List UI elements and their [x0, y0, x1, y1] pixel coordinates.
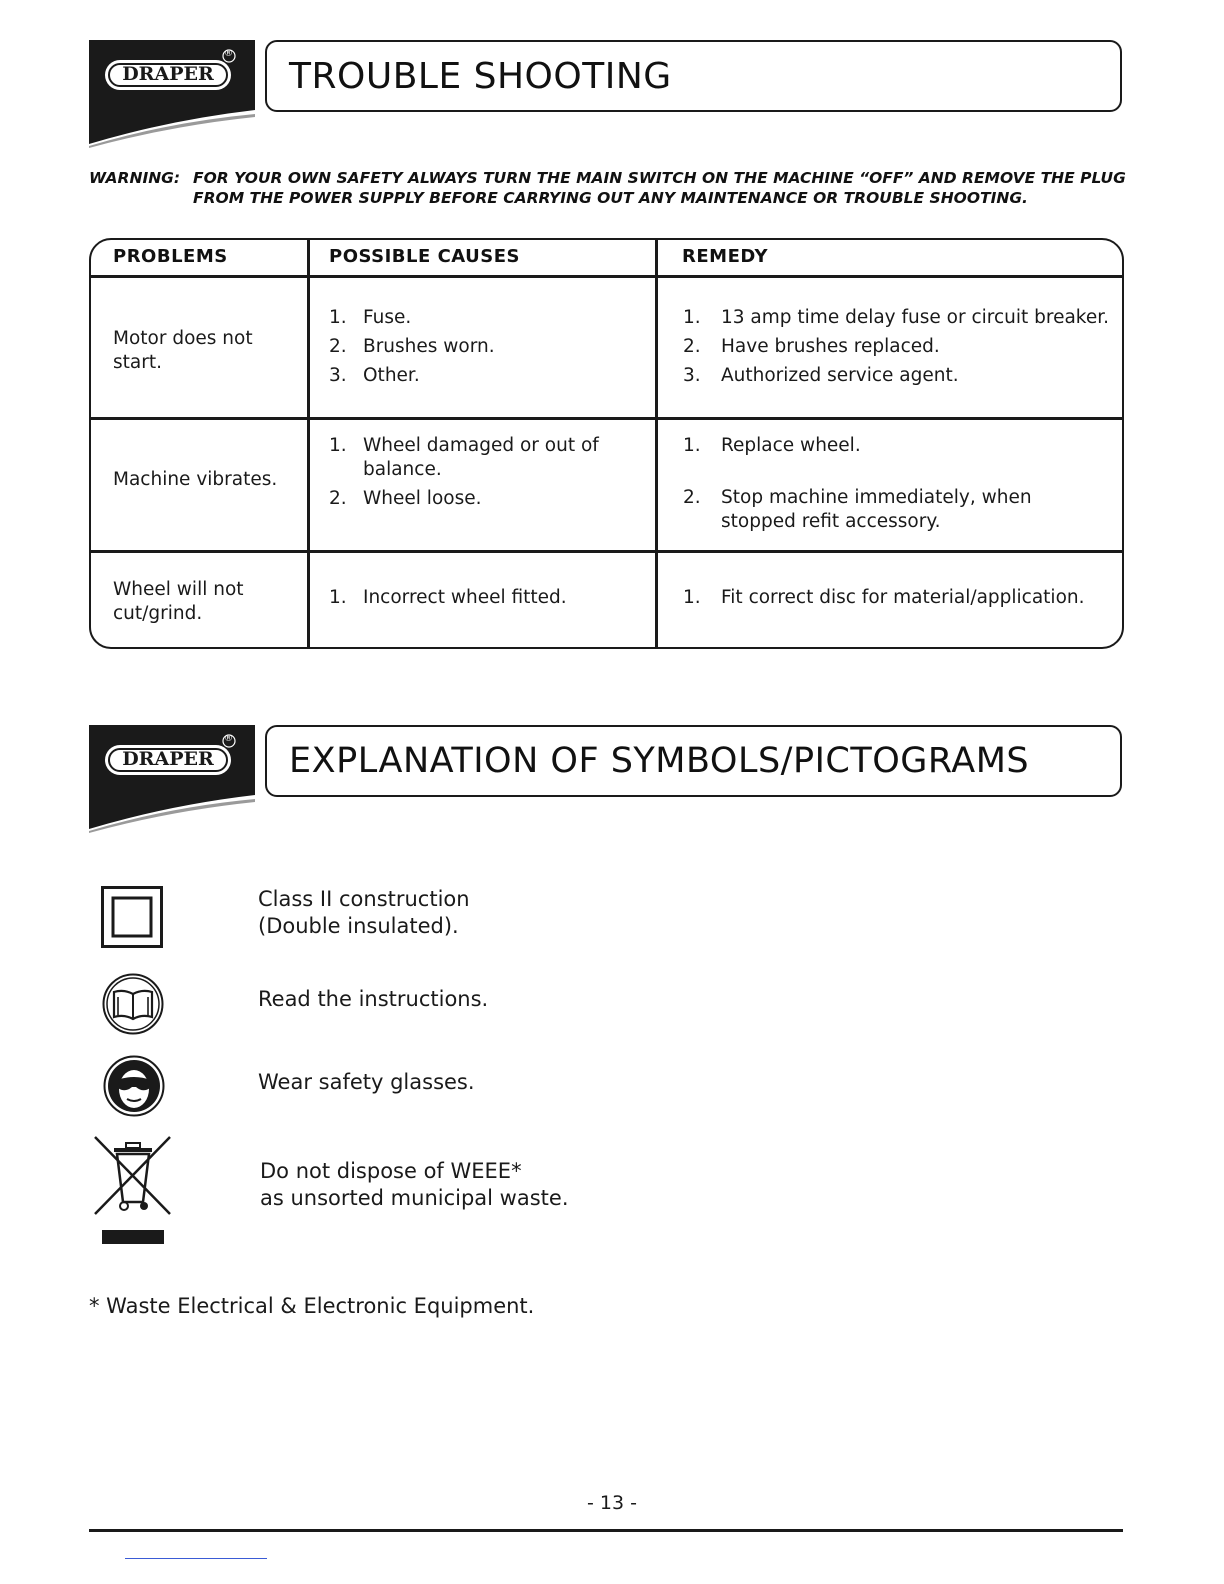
- list-item: 1. 13 amp time delay fuse or circuit breaker.: [683, 307, 1110, 328]
- symbol-description: Read the instructions.: [258, 987, 489, 1011]
- list-item: 3. Authorized service agent.: [683, 365, 959, 386]
- header-remedy: REMEDY: [682, 246, 769, 267]
- read-instructions-icon: [102, 973, 164, 1039]
- problem-cell: Wheel will not cut/grind.: [113, 579, 244, 624]
- list-item: 2. Wheel loose.: [329, 488, 482, 509]
- list-item: 1. Replace wheel.: [683, 435, 861, 456]
- section-title-box: [265, 40, 1122, 112]
- list-item: 3. Other.: [329, 365, 420, 386]
- safety-glasses-icon: [103, 1055, 165, 1121]
- registered-mark: ®: [224, 734, 233, 744]
- remedy-cell: [683, 434, 1083, 534]
- problem-cell: Machine vibrates.: [113, 469, 278, 490]
- draper-logo: [89, 40, 255, 148]
- section-title-box: [265, 725, 1122, 797]
- footer-link-line: [125, 1558, 267, 1559]
- list-item: 1. Fuse.: [329, 307, 412, 328]
- troubleshooting-table: [89, 238, 1124, 649]
- symbol-description: Do not dispose of WEEE* as unsorted municipal waste.: [260, 1159, 569, 1210]
- page-number: - 13 -: [587, 1492, 637, 1514]
- list-item: 1. Fit correct disc for material/application.: [683, 587, 1085, 608]
- header-problems: PROBLEMS: [113, 246, 228, 267]
- list-item: 2. Brushes worn.: [329, 336, 495, 357]
- warning-text: FOR YOUR OWN SAFETY ALWAYS TURN THE MAIN SWITCH ON THE MACHINE “OFF” AND REMOVE THE PLUG FROM THE POWER SUPPLY BEFORE CARRYING OUT ANY MAINTENANCE OR TROUBLE SHOOTING.: [193, 169, 1126, 207]
- logo-text: DRAPER: [122, 748, 214, 770]
- warning-notice: [89, 168, 1129, 208]
- header-possible-causes: POSSIBLE CAUSES: [329, 246, 520, 267]
- causes-cell: [329, 434, 619, 511]
- section-title: TROUBLE SHOOTING: [289, 55, 672, 97]
- draper-logo: [89, 725, 255, 833]
- list-item: 2. Stop machine immediately, when stopped refit accessory.: [683, 487, 1032, 532]
- logo-text: DRAPER: [122, 63, 214, 85]
- list-item: 1. Wheel damaged or out of balance.: [329, 435, 599, 480]
- section-title: EXPLANATION OF SYMBOLS/PICTOGRAMS: [289, 741, 1030, 781]
- list-item: 2. Have brushes replaced.: [683, 336, 940, 357]
- remedy-cell: [683, 306, 1123, 388]
- footnote: * Waste Electrical & Electronic Equipment.: [89, 1294, 535, 1318]
- causes-cell: [329, 306, 649, 388]
- registered-mark: ®: [224, 49, 233, 59]
- list-item: 1. Incorrect wheel fitted.: [329, 587, 567, 608]
- footer-rule: [89, 1529, 1123, 1532]
- weee-bin-icon: [92, 1134, 174, 1250]
- causes-cell: [329, 586, 649, 610]
- symbol-description: Wear safety glasses.: [258, 1070, 475, 1094]
- remedy-cell: [683, 586, 1123, 610]
- class-ii-icon: [101, 886, 163, 952]
- problem-cell: Motor does not start.: [113, 328, 253, 373]
- symbol-description: Class II construction (Double insulated).: [258, 887, 470, 938]
- warning-label: WARNING:: [89, 169, 181, 187]
